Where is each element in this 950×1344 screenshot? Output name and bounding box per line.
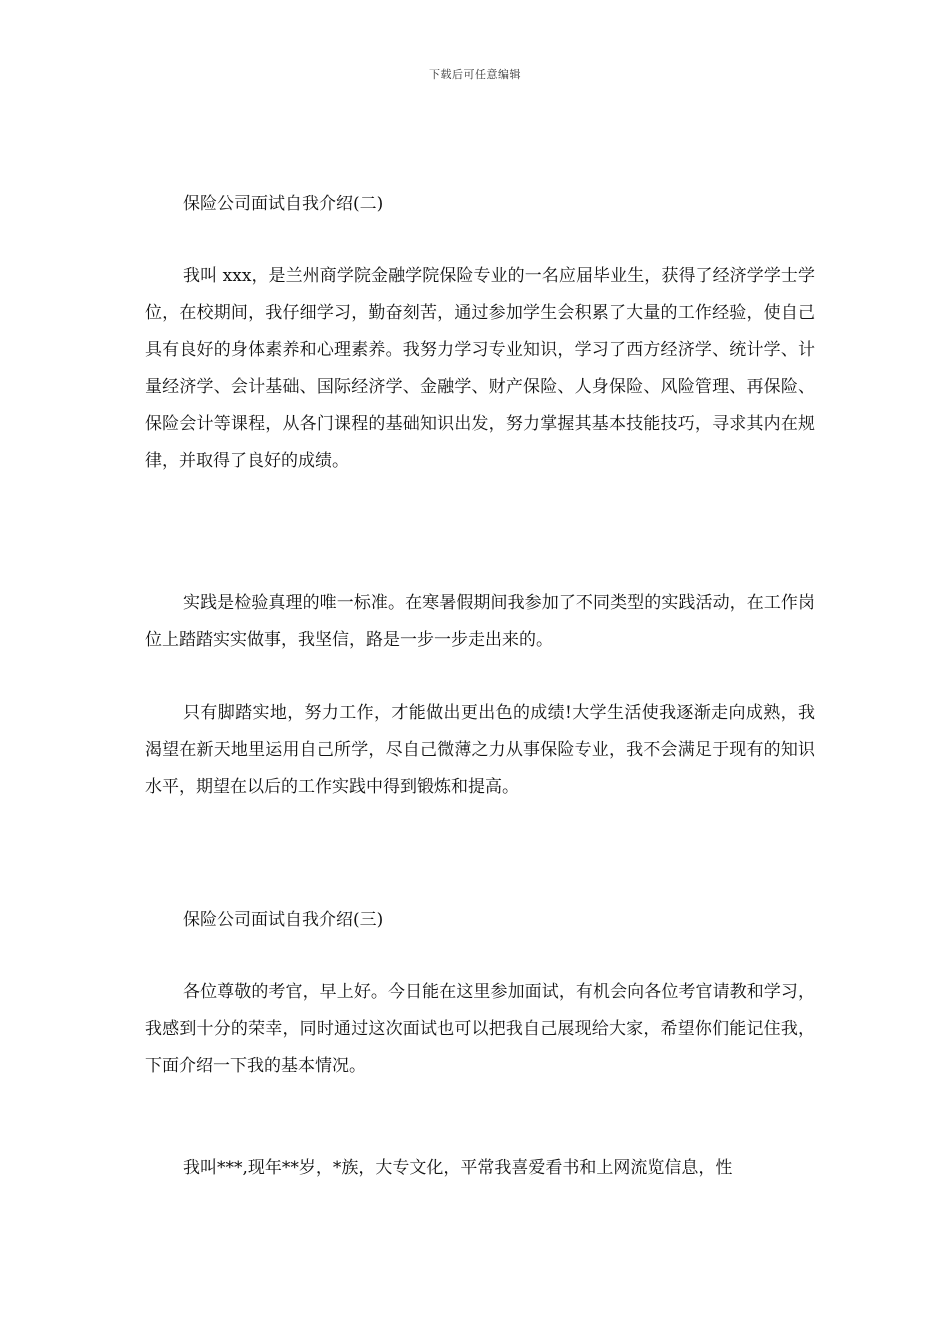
section-3-paragraph-2: 我叫***,现年**岁，*族，大专文化，平常我喜爱看书和上网流览信息，性: [183, 1158, 733, 1178]
section-2-paragraph-3: 只有脚踏实地，努力工作，才能做出更出色的成绩!大学生活使我逐渐走向成熟，我渴望在新天地里运用自己所学，尽自己微薄之力从事保险专业，我不会满足于现有的知识水平，期望在以后的工作实践中得到锻炼和提高。: [145, 703, 815, 797]
section-2-paragraph-2: 实践是检验真理的唯一标准。在寒暑假期间我参加了不同类型的实践活动，在工作岗位上踏踏实实做事，我坚信，路是一步一步走出来的。: [145, 593, 815, 650]
section-2-title: 保险公司面试自我介绍(二): [183, 194, 384, 214]
section-3-title: 保险公司面试自我介绍(三): [183, 910, 384, 930]
page-header-note: 下载后可任意编辑: [429, 68, 521, 81]
section-2-paragraph-1: 我叫 xxx，是兰州商学院金融学院保险专业的一名应届毕业生，获得了经济学学士学位，在校期间，我仔细学习，勤奋刻苦，通过参加学生会积累了大量的工作经验，使自己具有良好的身体素养和心理素养。我努力学习专业知识，学习了西方经济学、统计学、计量经济学、会计基础、国际经济学、金融学、财产保险、人身保险、风险管理、再保险、保险会计等课程，从各门课程的基础知识出发，努力掌握其基本技能技巧，寻求其内在规律，并取得了良好的成绩。: [145, 266, 815, 471]
section-3-paragraph-1: 各位尊敬的考官，早上好。今日能在这里参加面试，有机会向各位考官请教和学习，我感到十分的荣幸，同时通过这次面试也可以把我自己展现给大家，希望你们能记住我，下面介绍一下我的基本情况。: [145, 982, 815, 1076]
